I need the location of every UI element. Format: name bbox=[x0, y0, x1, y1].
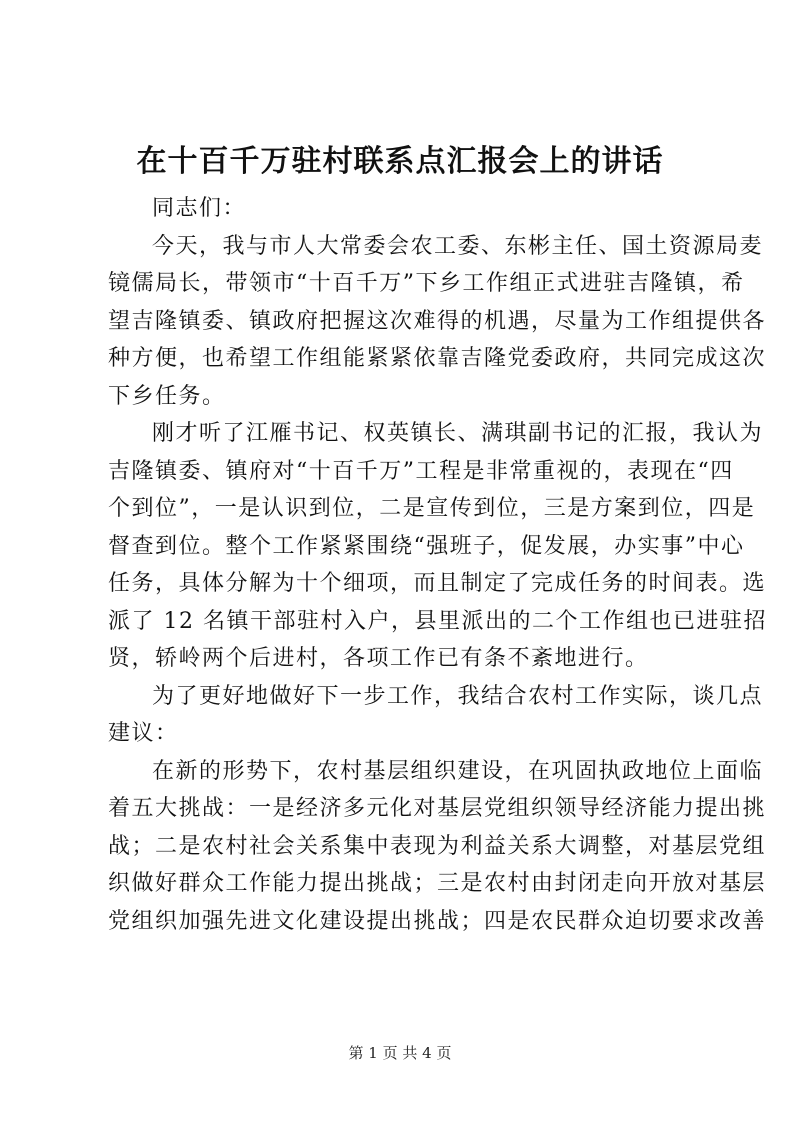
paragraph-suggestions bbox=[108, 678, 764, 753]
paragraph-line: 任务，具体分解为十个细项，而且制定了完成任务的时间表。选 bbox=[108, 571, 767, 596]
paragraph-line: 党组织加强先进文化建设提出挑战；四是农民群众迫切要求改善 bbox=[108, 908, 767, 934]
document-title: 在十百千万驻村联系点汇报会上的讲话 bbox=[136, 144, 664, 179]
paragraph-line: 织做好群众工作能力提出挑战；三是农村由封闭走向开放对基层 bbox=[108, 871, 767, 896]
paragraph-line: 同志们： bbox=[152, 196, 247, 221]
paragraph-line: 督查到位。整个工作紧紧围绕“强班子，促发展，办实事”中心 bbox=[108, 533, 745, 559]
paragraph-line: 望吉隆镇委、镇政府把握这次难得的机遇，尽量为工作组提供各 bbox=[108, 308, 767, 334]
paragraph-line: 建议： bbox=[108, 721, 179, 746]
paragraph-line: 为了更好地做好下一步工作，我结合农村工作实际，谈几点 bbox=[152, 683, 764, 709]
paragraph-greeting bbox=[108, 190, 708, 228]
paragraph-line: 吉隆镇委、镇府对“十百千万”工程是非常重视的，表现在“四 bbox=[108, 458, 734, 484]
paragraph-line: 今天，我与市人大常委会农工委、东彬主任、国土资源局麦 bbox=[152, 233, 764, 259]
paragraph-line: 镜儒局长，带领市“十百千万”下乡工作组正式进驻吉隆镇，希 bbox=[108, 271, 745, 296]
paragraph-line: 派了 12 名镇干部驻村入户，县里派出的二个工作组也已进驻招 bbox=[108, 608, 767, 634]
paragraph-line: 在新的形势下，农村基层组织建设，在巩固执政地位上面临 bbox=[152, 758, 764, 784]
paragraph-line: 战；二是农村社会关系集中表现为利益关系大调整，对基层党组 bbox=[108, 833, 767, 859]
paragraph-line: 刚才听了江雁书记、权英镇长、满琪副书记的汇报，我认为 bbox=[152, 421, 764, 446]
paragraph-line: 种方便，也希望工作组能紧紧依靠吉隆党委政府，共同完成这次 bbox=[108, 346, 767, 371]
page-footer: 第 1 页 共 4 页 bbox=[348, 1044, 452, 1062]
paragraph-challenges bbox=[108, 753, 767, 941]
document-body bbox=[108, 190, 767, 940]
paragraph-line: 个到位”，一是认识到位，二是宣传到位，三是方案到位，四是 bbox=[108, 496, 756, 521]
paragraph-intro bbox=[108, 228, 767, 416]
paragraph-report bbox=[108, 415, 767, 678]
paragraph-line: 贤，轿岭两个后进村，各项工作已有条不紊地进行。 bbox=[108, 646, 649, 671]
paragraph-line: 下乡任务。 bbox=[108, 383, 226, 409]
paragraph-line: 着五大挑战：一是经济多元化对基层党组织领导经济能力提出挑 bbox=[108, 796, 767, 821]
